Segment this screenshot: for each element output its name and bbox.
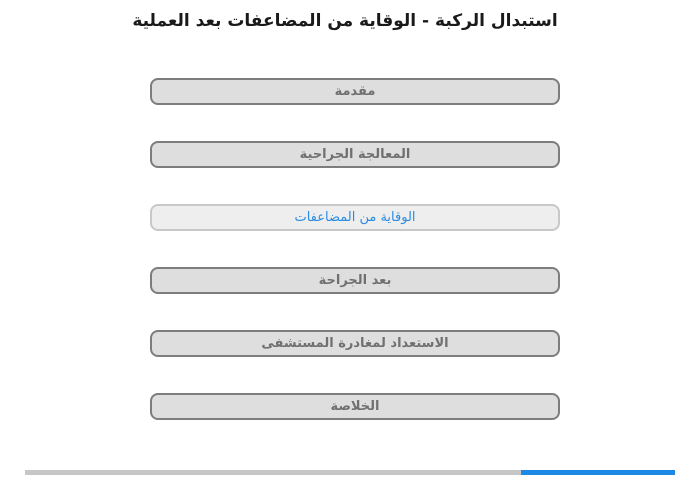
menu-item-introduction[interactable]: مقدمة (150, 78, 560, 105)
page-title: استبدال الركبة - الوقاية من المضاعفات بعد العملية (132, 11, 558, 31)
progress-bar (25, 470, 675, 475)
menu-item-discharge-preparation[interactable]: الاستعداد لمغادرة المستشفى (150, 330, 560, 357)
chapter-menu (150, 78, 560, 456)
progress-bar-fill (521, 470, 675, 475)
menu-item-summary[interactable]: الخلاصة (150, 393, 560, 420)
menu-item-surgical-treatment[interactable]: المعالجة الجراحية (150, 141, 560, 168)
menu-item-complication-prevention[interactable]: الوقاية من المضاعفات (150, 204, 560, 231)
menu-item-after-surgery[interactable]: بعد الجراحة (150, 267, 560, 294)
